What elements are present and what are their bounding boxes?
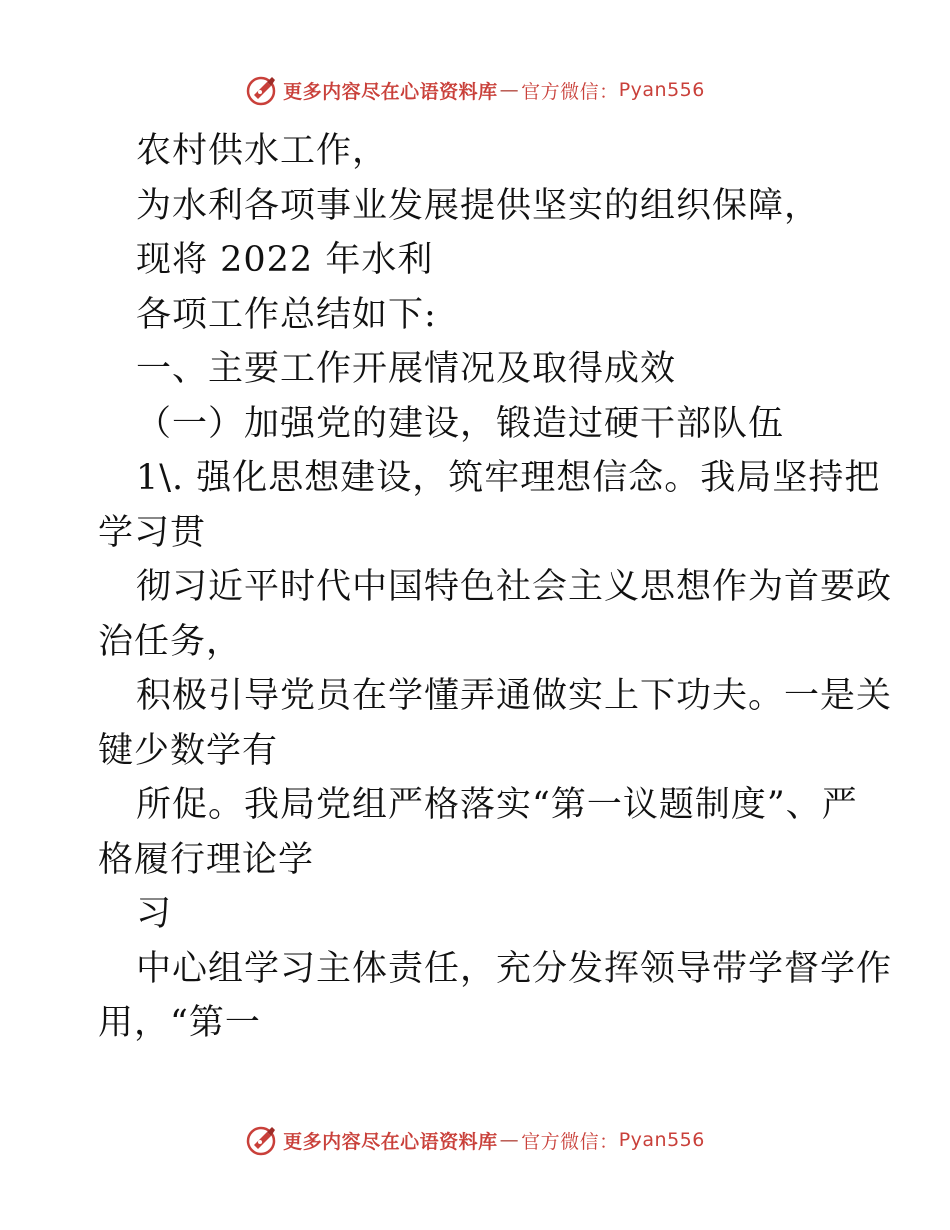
watermark-account: Pyan556 [618,79,705,101]
watermark-official-label: 官方微信： [521,1130,619,1153]
watermark-brand: 更多内容尽在心语资料库 [283,1130,498,1153]
text-line: 格履行理论学 [98,839,315,880]
text-line: 治任务， [98,621,243,662]
text-line: 习 [136,894,173,934]
footer-watermark [0,1120,950,1160]
watermark-account: Pyan556 [618,1129,705,1151]
text-line: 中心组学习主体责任，充分发挥领导带学督学作 [136,948,893,989]
watermark-brand: 更多内容尽在心语资料库 [283,80,498,103]
watermark-dash: — [499,1129,520,1151]
text-line: 用，“第一 [98,1003,261,1043]
text-line: 各项工作总结如下: [136,294,437,335]
text-line: 1\. 强化思想建设，筑牢理想信念。我局坚持把 [136,458,881,498]
text-line: 积极引导党员在学懂弄通做实上下功夫。一是关 [136,676,893,716]
document-body [98,124,893,1051]
text-line: 农村供水工作， [136,131,389,171]
text-line: 键少数学有 [98,730,279,771]
text-line: 所促。我局党组严格落实“第一议题制度”、严 [136,785,858,825]
watermark-official-label: 官方微信： [521,80,619,103]
watermark-dash: — [499,79,520,101]
text-line: 学习贯 [98,512,207,553]
text-line: （一）加强党的建设，锻造过硬干部队伍 [136,403,785,444]
text-line: 一、主要工作开展情况及取得成效 [136,349,677,389]
header-watermark [0,70,950,110]
text-line: 现将 2022 年水利 [136,240,434,280]
text-line: 为水利各项事业发展提供坚实的组织保障， [136,185,821,226]
text-line: 彻习近平时代中国特色社会主义思想作为首要政 [136,567,893,607]
pen-logo-icon [245,1123,279,1157]
pen-logo-icon [245,73,279,107]
